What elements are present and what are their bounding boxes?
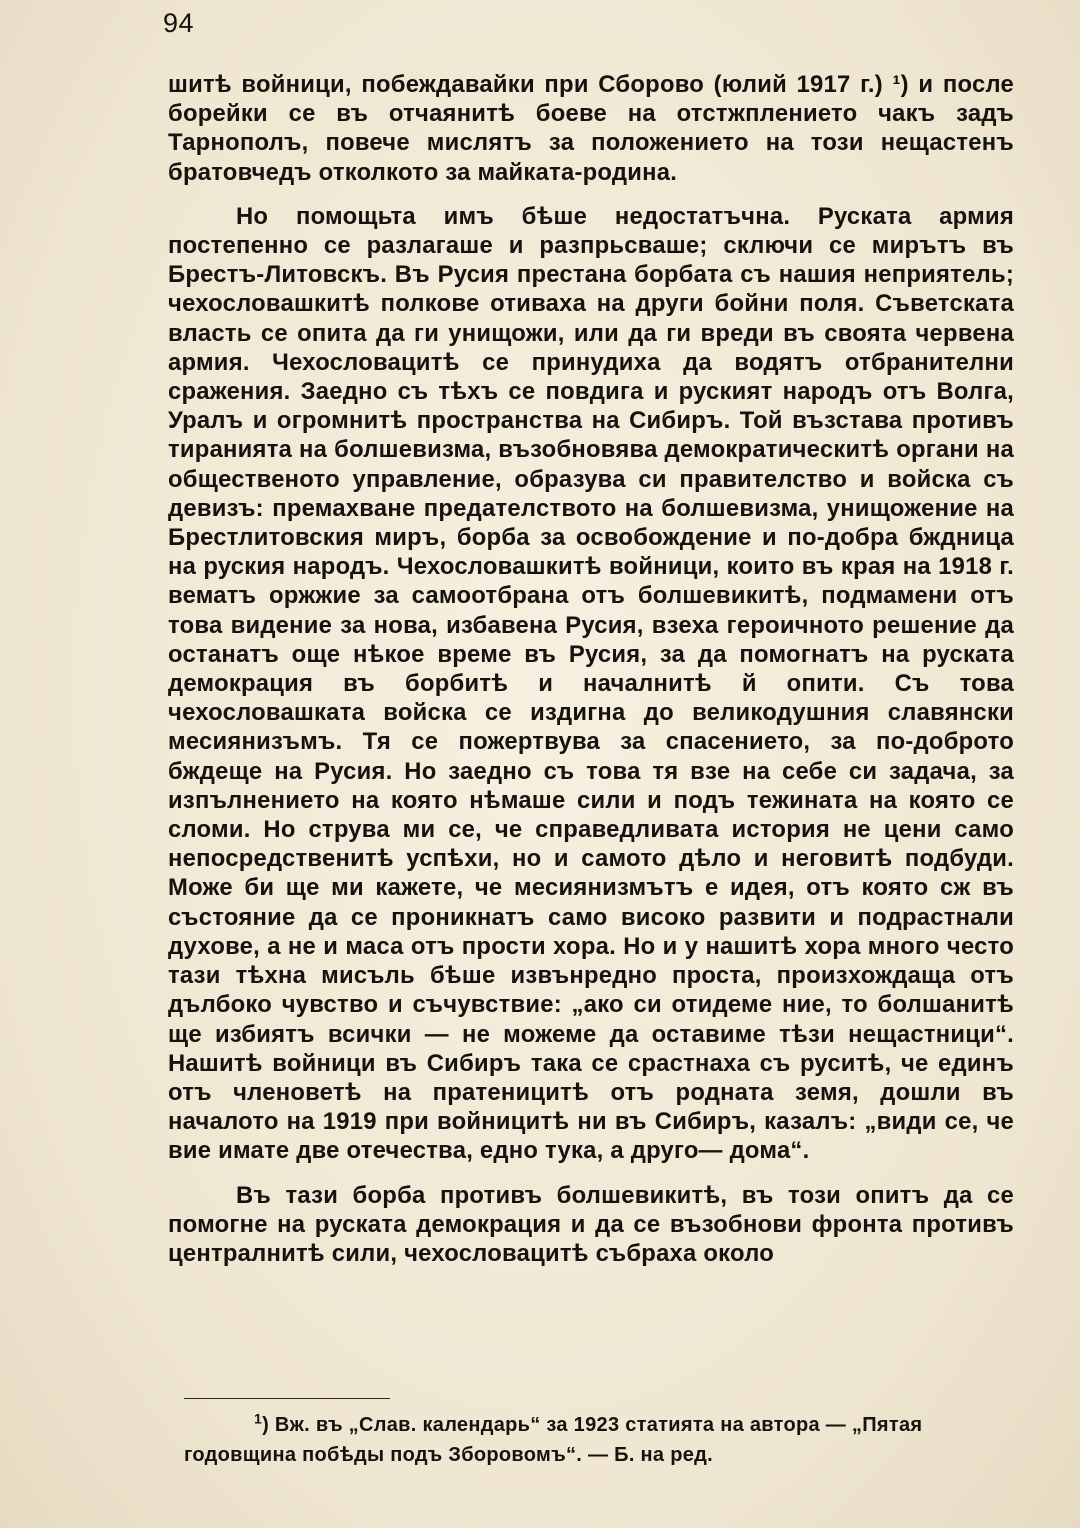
body-text — [168, 70, 1014, 1268]
footnote-marker: 1 — [254, 1410, 263, 1427]
paragraph-continuation: шитѣ войници, побеждавайки при Сборово (юлий 1917 г.) ¹) и после борейки се въ отчаянитѣ боеве на отстжплението чакъ задъ Тарнополъ, повече мислятъ за положението на този нещастенъ братовчедъ отколкото за майката-родина. — [168, 71, 1014, 186]
paragraph-final: Въ тази борба противъ болшевикитѣ, въ този опитъ да се помогне на руската демокрация и да се възобнови фронта противъ централнитѣ сили, чехословацитѣ събраха около — [168, 1181, 1014, 1267]
footnote — [184, 1410, 1014, 1470]
footnote-body — [184, 1410, 1014, 1470]
footnote-text: ) Вж. въ „Слав. календарь“ за 1923 статията на автора — „Пятая годовщина побѣды подъ Зборовомъ“. — Б. на ред. — [184, 1414, 923, 1466]
paragraph-main: Но помощьта имъ бѣше недостатъчна. Руската армия постепенно се разлагаше и разпрьсваше; сключи се мирътъ въ Брестъ-Литовскъ. Въ Русия престана борбата съ нашия неприятель; чехословашкитѣ полкове отиваха на други бойни поля. Съветската власть се опита да ги унищожи, или да ги вреди въ своята червена армия. Чехословацитѣ се принудиха да водятъ отбранителни сражения. Заедно съ тѣхъ се повдига и руският народъ отъ Волга, Уралъ и огромнитѣ пространства на Сибиръ. Той възстава противъ тиранията на болшевизма, възобновява демократическитѣ органи на общественото управление, образува си правителство и войска съ девизъ: премахване предателството на болшевизма, унищожение на Брестлитовския миръ, борба за освобождение и по-добра бждница на руския народъ. Чехословашкитѣ войници, които въ края на 1918 г. вематъ оржжие за самоотбрана отъ болшевикитѣ, подмамени отъ това видение за нова, избавена Русия, взеха героичното решение да останатъ още нѣкое време въ Русия, за да помогнатъ на руската демокрация въ борбитѣ и началнитѣ й опити. Съ това чехословашката войска се издигна до великодушния славянски месиянизъмъ. Тя се пожертвува за спасението, за по-доброто бждеще на Русия. Но заедно съ това тя взе на себе си задача, за изпълнението на която нѣмаше сили и подъ тежината на която се сломи. Но струва ми се, че справедливата история не цени само непосредственитѣ успѣхи, но и самото дѣло и неговитѣ подбуди. Може би ще ми кажете, че месиянизмътъ е идея, отъ която сж въ състояние да се проникнатъ само високо развити и подрастнали духове, а не и маса отъ прости хора. Но и у нашитѣ хора много често тази тѣхна мисъль бѣше извънредно проста, произхождаща отъ дълбоко чувство и съчувствие: „ако си отидеме ние, то болшанитѣ ще избиятъ всички — не можеме да оставиме тѣзи нещастници“. Нашитѣ войници въ Сибиръ така се срастнаха съ руситѣ, че единъ отъ членоветѣ на пратеницитѣ отъ родната земя, дошли въ началото на 1919 при войницитѣ ни въ Сибиръ, казалъ: „види се, че вие имате две отечества, едно тука, а друго— дома“. — [168, 202, 1014, 1165]
page-number: 94 — [163, 8, 195, 38]
footnote-divider — [184, 1398, 390, 1399]
